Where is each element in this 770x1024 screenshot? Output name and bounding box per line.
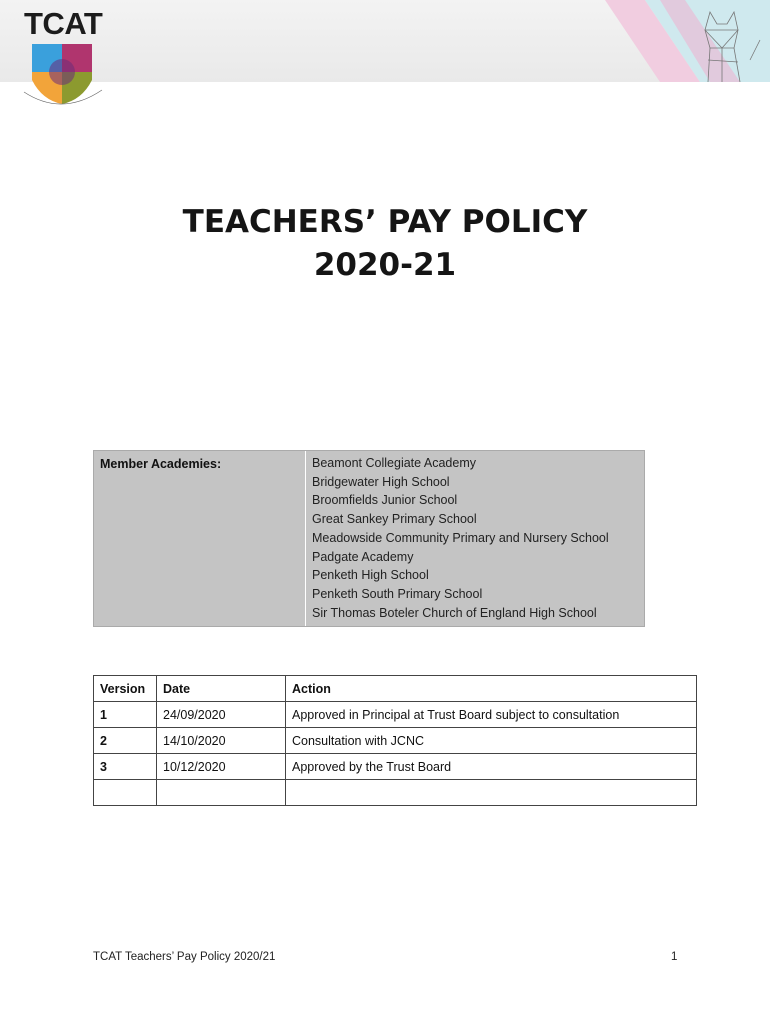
cell-version	[94, 780, 157, 806]
document-title: TEACHERS’ PAY POLICY	[182, 204, 588, 240]
tcat-logo	[20, 6, 110, 106]
list-item: Beamont Collegiate Academy	[312, 456, 476, 470]
cell-date	[157, 780, 286, 806]
cell-action	[286, 780, 697, 806]
cell-action: Approved by the Trust Board	[286, 754, 697, 780]
cell-action: Approved in Principal at Trust Board subject to consultation	[286, 702, 697, 728]
member-academies-box	[93, 450, 645, 627]
cell-date: 10/12/2020	[157, 754, 286, 780]
column-divider	[305, 451, 306, 626]
cell-date: 14/10/2020	[157, 728, 286, 754]
list-item: Bridgewater High School	[312, 474, 450, 489]
table-row	[94, 702, 697, 728]
cell-version: 3	[94, 754, 157, 780]
list-item: Great Sankey Primary School	[312, 512, 477, 527]
logo-shield-icon	[20, 42, 110, 112]
list-item: Penketh High School	[312, 568, 429, 583]
list-item: Padgate Academy	[312, 549, 414, 564]
table-row	[94, 728, 697, 754]
table-row	[94, 754, 697, 780]
footer-title: TCAT Teachers’ Pay Policy 2020/21	[93, 951, 276, 963]
member-academies-label: Member Academies:	[100, 457, 222, 471]
logo-wordmark: TCAT	[24, 6, 103, 41]
cell-action: Consultation with JCNC	[286, 728, 697, 754]
header-action: Action	[286, 676, 697, 702]
cell-date: 24/09/2020	[157, 702, 286, 728]
document-subtitle-year: 2020-21	[313, 247, 457, 283]
header-decoration	[590, 0, 770, 82]
list-item: Meadowside Community Primary and Nursery School	[312, 530, 609, 545]
list-item: Broomfields Junior School	[312, 493, 458, 508]
header-date: Date	[157, 676, 286, 702]
list-item: Penketh South Primary School	[312, 586, 483, 601]
header-version: Version	[94, 676, 157, 702]
table-header-row	[94, 676, 697, 702]
cell-version: 2	[94, 728, 157, 754]
page-number: 1	[671, 951, 678, 963]
version-history-table	[93, 675, 697, 806]
academy-list	[312, 454, 609, 622]
table-row	[94, 780, 697, 806]
cell-version: 1	[94, 702, 157, 728]
list-item: Sir Thomas Boteler Church of England High School	[312, 605, 597, 620]
